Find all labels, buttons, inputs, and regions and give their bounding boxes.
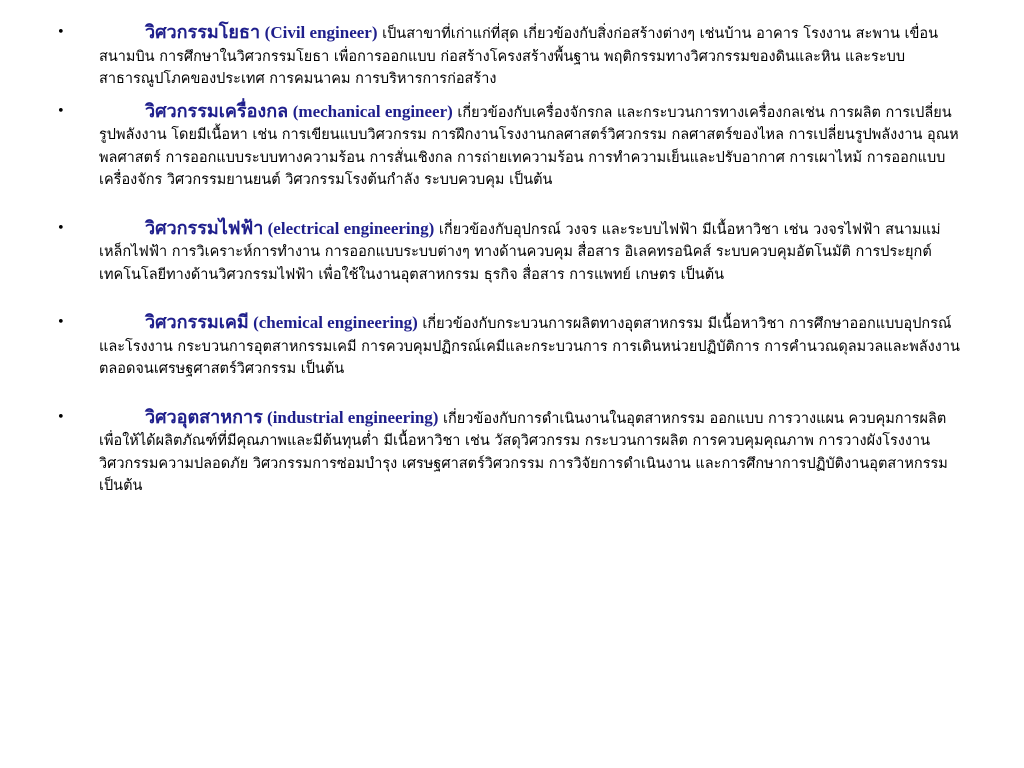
heading-thai: วิศวกรรมเครื่องกล [145, 100, 289, 122]
bullet-icon: • [57, 25, 65, 40]
heading-thai: วิศวกรรมไฟฟ้า [145, 217, 264, 239]
list-item-civil [0, 22, 1024, 91]
list-item-electrical [0, 218, 1024, 287]
item-text: เกี่ยวข้องกับอุปกรณ์ วงจร และระบบไฟฟ้า มีเนื้อหาวิชา เช่น วงจรไฟฟ้า สนามแม่เหล็กไฟฟ้า การวิเคราะห์การทำงาน การออกแบบระบบต่างๆ ทางด้านควบคุม สื่อสาร อิเลคทรอนิคส์ ระบบควบคุมอัตโนมัติ การประยุกต์เทคโนโลยีทางด้านวิศวกรรมไฟฟ้า เพื่อใช้ในงานอุตสาหกรรม ธุรกิจ สื่อสาร การแพทย์ เกษตร เป็นต้น [99, 221, 941, 283]
heading-thai: วิศวอุตสาหการ [145, 406, 263, 428]
heading-english: (Civil engineer) [264, 23, 378, 42]
item-text: เกี่ยวข้องกับการดำเนินงานในอุตสาหกรรม ออกแบบ การวางแผน ควบคุมการผลิต เพื่อให้ได้ผลิตภัณฑ์ที่มีคุณภาพและมีต้นทุนต่ำ มีเนื้อหาวิชา เช่น วัสดุวิศวกรรม กระบวนการผลิต การควบคุมคุณภาพ การวางผังโรงงาน วิศวกรรมความปลอดภัย วิศวกรรมการซ่อมบำรุง เศรษฐศาสตร์วิศวกรรม การวิจัยการดำเนินงาน และการศึกษาการปฏิบัติงานอุตสาหกรรม เป็นต้น [99, 410, 948, 494]
heading-english: (mechanical engineer) [292, 101, 453, 121]
item-text: เป็นสาขาที่เก่าแก่ที่สุด เกี่ยวข้องกับสิ่งก่อสร้างต่างๆ เช่นบ้าน อาคาร โรงงาน สะพาน เขื่อน สนามบิน การศึกษาในวิศวกรรมโยธา เพื่อการออกแบบ ก่อสร้างโครงสร้างพื้นฐาน พฤติกรรมทางวิศวกรรมของดินและหิน และระบบสาธารณูปโภคของประเทศ การคมนาคม การบริหารการก่อสร้าง [99, 26, 939, 87]
heading-english: (industrial engineering) [262, 407, 439, 427]
heading-thai: วิศวกรรมเคมี [145, 312, 249, 333]
bullet-icon: • [57, 315, 65, 330]
list-item-chemical [0, 312, 1024, 381]
item-text: เกี่ยวข้องกับกระบวนการผลิตทางอุตสาหกรรม มีเนื้อหาวิชา การศึกษาออกแบบอุปกรณ์และโรงงาน กระบวนการอุตสาหกรรมเคมี การควบคุมปฏิกรณ์เคมีและกระบวนการ การเดินหน่วยปฏิบัติการ การคำนวณดุลมวลและพลังงาน ตลอดจนเศรษฐศาสตร์วิศวกรรม เป็นต้น [99, 316, 960, 377]
heading-english: (chemical engineering) [248, 313, 418, 332]
item-text: เกี่ยวข้องกับเครื่องจักรกล และกระบวนการทางเครื่องกลเช่น การผลิต การเปลี่ยนรูปพลังงาน โดยมีเนื้อหา เช่น การเขียนแบบวิศวกรรม การฝึกงานโรงงานกลศาสตร์วิศวกรรม กลศาสตร์ของไหล การเปลี่ยนรูปพลังงาน อุณหพลศาสตร์ การออกแบบระบบทางความร้อน การสั่นเชิงกล การถ่ายเทความร้อน การทำความเย็นและปรับอากาศ การเผาไหม้ การออกแบบเครื่องจักร วิศวกรรมยานยนต์ วิศวกรรมโรงต้นกำลัง ระบบควบคุม เป็นต้น [99, 104, 959, 188]
heading-english: (electrical engineering) [263, 218, 435, 238]
bullet-icon: • [57, 409, 65, 425]
bullet-list [0, 22, 1024, 498]
bullet-icon: • [57, 220, 65, 236]
list-item-mechanical [0, 101, 1024, 192]
heading-thai: วิศวกรรมโยธา [145, 22, 261, 43]
list-item-industrial [0, 407, 1024, 498]
bullet-icon: • [57, 103, 65, 119]
